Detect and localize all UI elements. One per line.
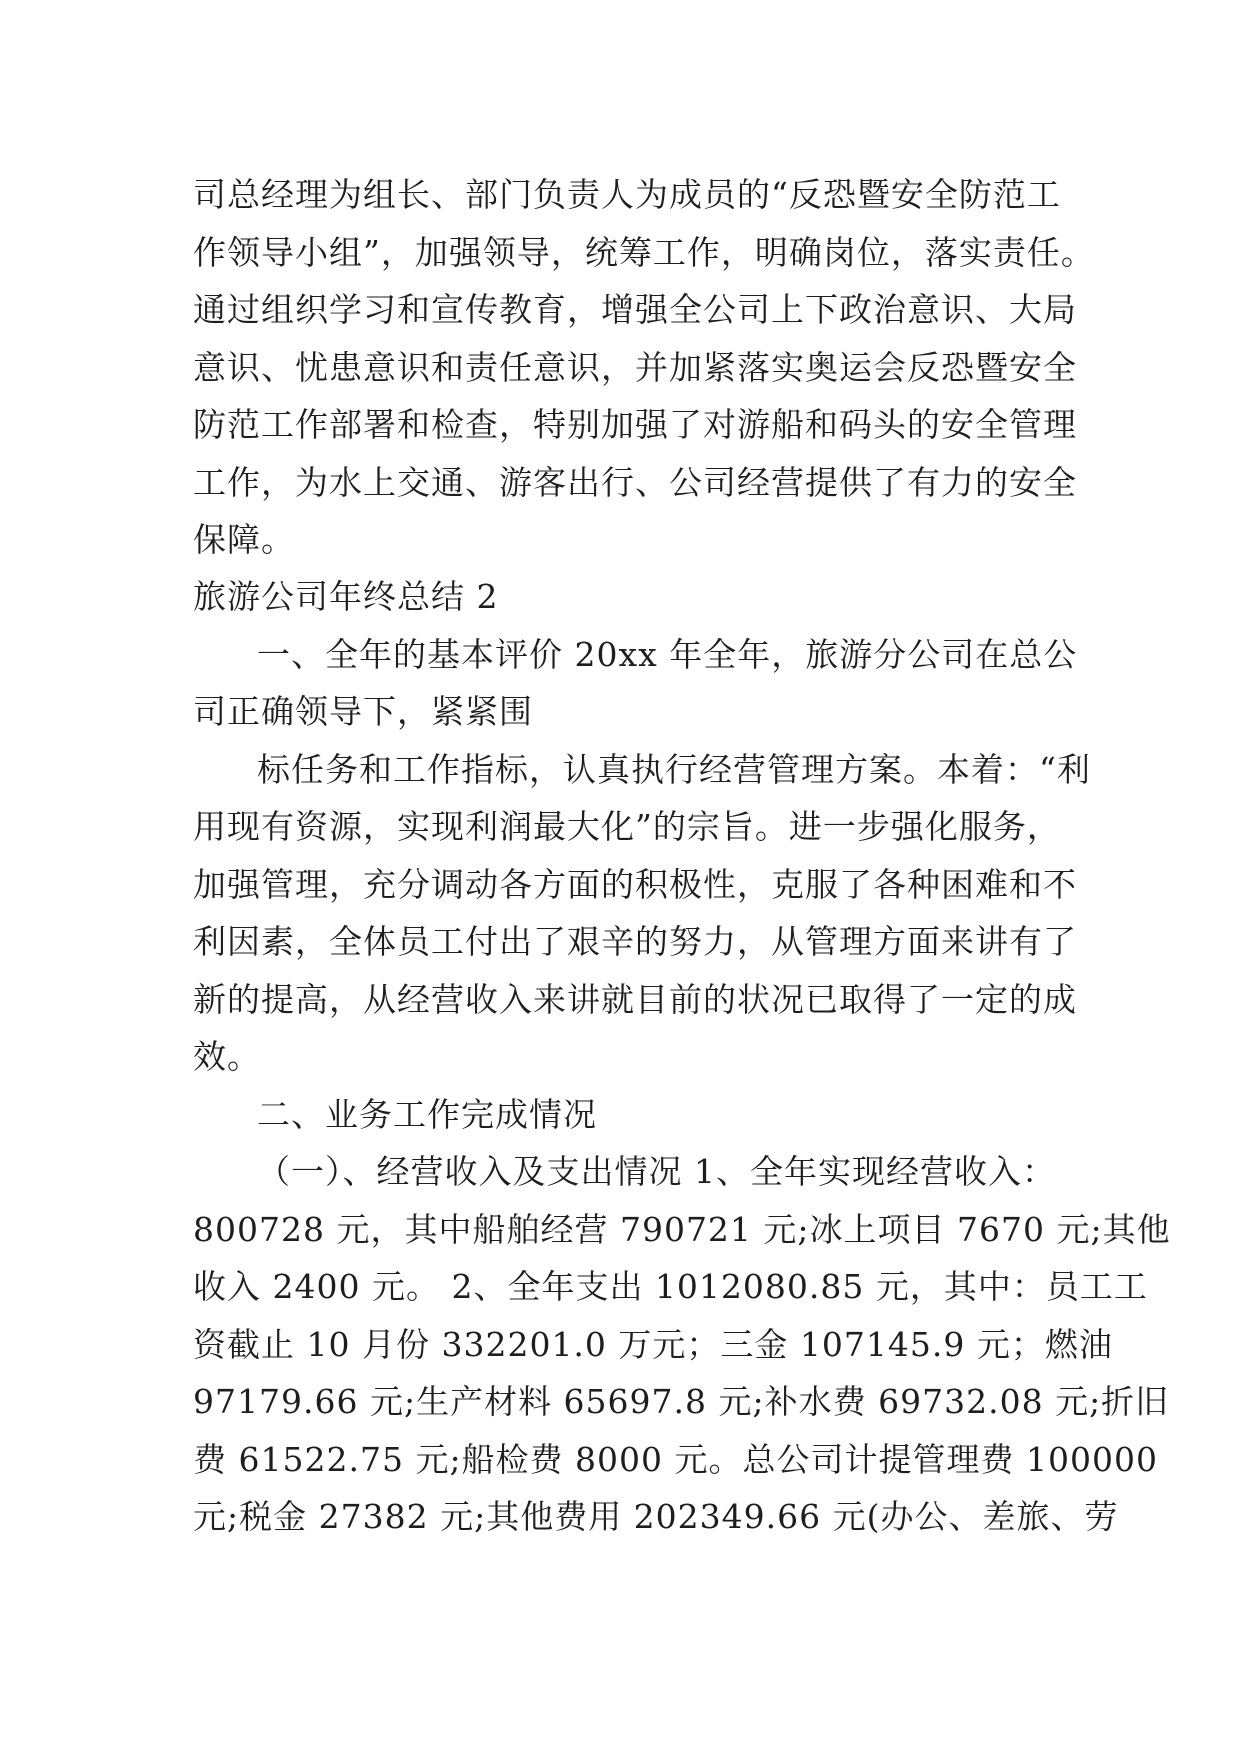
text-line: 司正确领导下，紧紧围 <box>193 692 533 731</box>
section-heading: 旅游公司年终总结 2 <box>193 577 499 616</box>
text-line: 通过组织学习和宣传教育，增强全公司上下政治意识、大局 <box>193 290 1077 329</box>
text-line: 费 61522.75 元;船检费 8000 元。总公司计提管理费 100000 <box>193 1440 1158 1479</box>
text-line: 保障。 <box>193 520 295 559</box>
text-line: 效。 <box>193 1037 261 1076</box>
text-line: 防范工作部署和检查，特别加强了对游船和码头的安全管理 <box>193 405 1077 444</box>
text-line: 收入 2400 元。 2、全年支出 1012080.85 元，其中：员工工 <box>193 1267 1148 1306</box>
text-line: 元;税金 27382 元;其他费用 202349.66 元(办公、差旅、劳 <box>193 1497 1119 1536</box>
text-line: 司总经理为组长、部门负责人为成员的“反恐暨安全防范工 <box>193 175 1061 214</box>
text-line: 加强管理，充分调动各方面的积极性，克服了各种困难和不 <box>193 865 1077 904</box>
text-line: 800728 元，其中船舶经营 790721 元;冰上项目 7670 元;其他 <box>193 1210 1171 1249</box>
text-line: 意识、忧患意识和责任意识，并加紧落实奥运会反恐暨安全 <box>193 348 1077 387</box>
text-line: 作领导小组”，加强领导，统筹工作，明确岗位，落实责任。 <box>193 233 1095 272</box>
text-line: 资截止 10 月份 332201.0 万元；三金 107145.9 元；燃油 <box>193 1325 1113 1364</box>
text-line: （一）、经营收入及支出情况 1、全年实现经营收入： <box>257 1152 1056 1191</box>
text-line: 用现有资源，实现利润最大化”的宗旨。进一步强化服务， <box>193 807 1061 846</box>
section-heading: 二、业务工作完成情况 <box>257 1095 597 1134</box>
text-line: 新的提高，从经营收入来讲就目前的状况已取得了一定的成 <box>193 980 1077 1019</box>
text-line: 97179.66 元;生产材料 65697.8 元;补水费 69732.08 元;折旧 <box>193 1382 1170 1421</box>
text-line: 利因素，全体员工付出了艰辛的努力，从管理方面来讲有了 <box>193 922 1077 961</box>
text-line: 标任务和工作指标，认真执行经营管理方案。本着：“利 <box>257 750 1091 789</box>
text-line: 一、全年的基本评价 20xx 年全年，旅游分公司在总公 <box>257 635 1078 674</box>
text-line: 工作，为水上交通、游客出行、公司经营提供了有力的安全 <box>193 463 1077 502</box>
